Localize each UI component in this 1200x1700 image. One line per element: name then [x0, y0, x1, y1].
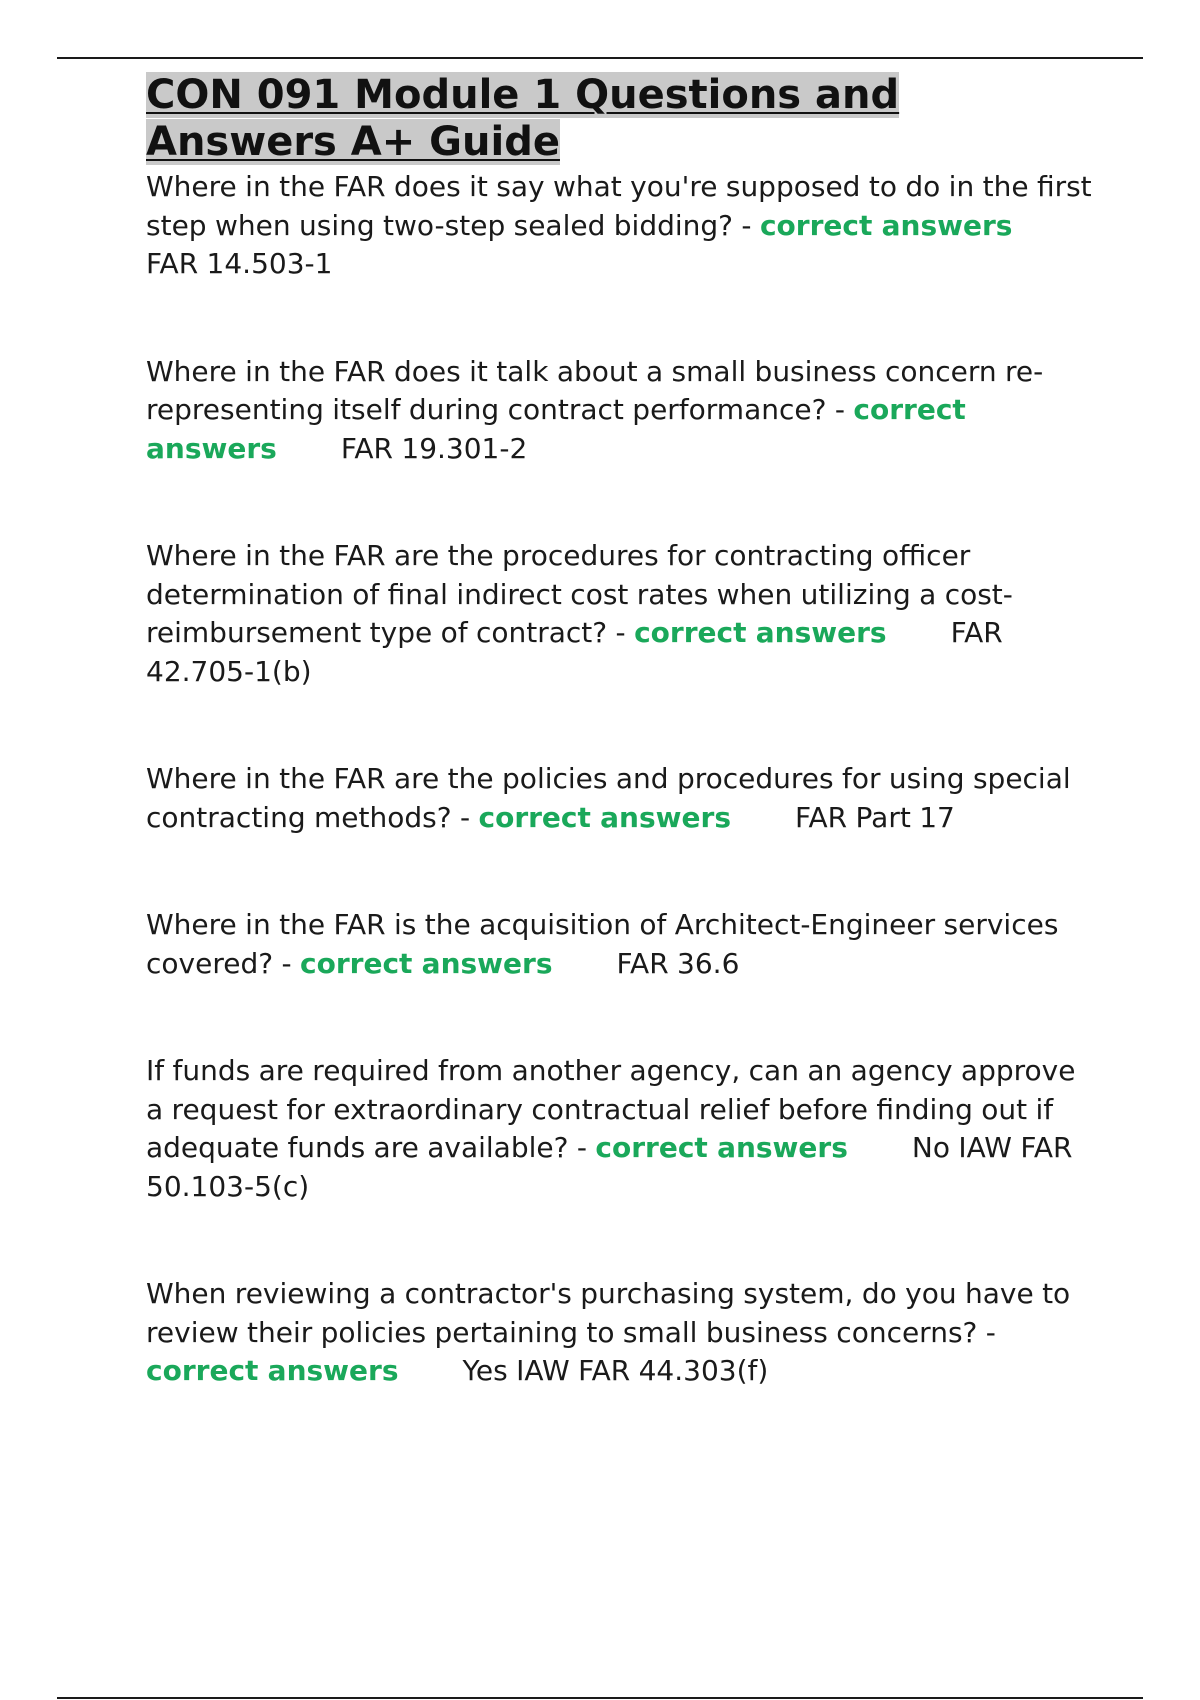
separator: - [451, 800, 479, 834]
document-title-text: CON 091 Module 1 Questions and Answers A+ Guide [146, 72, 900, 165]
question-text: Where in the FAR does it say what you're supposed to do in the first step when using two-step sealed bidding? [146, 170, 1092, 242]
question-text: Where in the FAR are the policies and procedures for using special contracting methods? [146, 762, 1071, 834]
answer-text: FAR 36.6 [616, 946, 740, 980]
answer-text: FAR 42.705-1(b) [146, 616, 1003, 688]
correct-answers-label: correct answers [146, 393, 966, 465]
correct-answers-label: correct answers [478, 800, 731, 834]
correct-answers-label: correct answers [146, 1354, 399, 1387]
separator: - [273, 946, 300, 980]
qa-item-1 [146, 168, 1096, 284]
qa-item-2 [146, 353, 1096, 469]
answer-text: Yes IAW FAR 44.303(f) [462, 1354, 769, 1387]
separator: - [826, 393, 854, 426]
qa-item-5 [146, 906, 1096, 983]
question-text: If funds are required from another agency, can an agency approve a request for extraordinary contractual relief before finding out if adequate funds are available? [146, 1054, 1076, 1164]
qa-item-4 [146, 760, 1096, 837]
document-body [146, 72, 1096, 1391]
question-text: When reviewing a contractor's purchasing system, do you have to review their policies pertaining to small business concerns? [146, 1277, 1071, 1349]
document-title [146, 72, 1096, 166]
top-rule [57, 57, 1143, 59]
answer-text: FAR 14.503-1 [146, 247, 333, 280]
answer-text: No IAW FAR 50.103-5(c) [146, 1131, 1073, 1203]
separator: - [977, 1315, 996, 1349]
separator: - [568, 1131, 596, 1164]
correct-answers-label: correct answers [595, 1131, 848, 1164]
bottom-rule [57, 1697, 1143, 1699]
separator: - [733, 208, 760, 242]
correct-answers-label: correct answers [759, 208, 1013, 242]
question-text: Where in the FAR is the acquisition of Architect-Engineer services covered? [146, 908, 1059, 980]
separator: - [607, 616, 635, 649]
question-text: Where in the FAR are the procedures for contracting officer determination of final indirect cost rates when utilizing a cost-reimbursement type of contract? [146, 539, 1013, 649]
answer-text: FAR 19.301-2 [340, 431, 528, 465]
answer-text: FAR Part 17 [794, 800, 955, 834]
qa-item-7 [146, 1275, 1096, 1391]
question-text: Where in the FAR does it talk about a small business concern re-representing itself during contract performance? [146, 354, 1044, 426]
correct-answers-label: correct answers [634, 616, 887, 649]
qa-item-3 [146, 537, 1096, 691]
correct-answers-label: correct answers [300, 946, 553, 980]
qa-item-6 [146, 1052, 1096, 1206]
